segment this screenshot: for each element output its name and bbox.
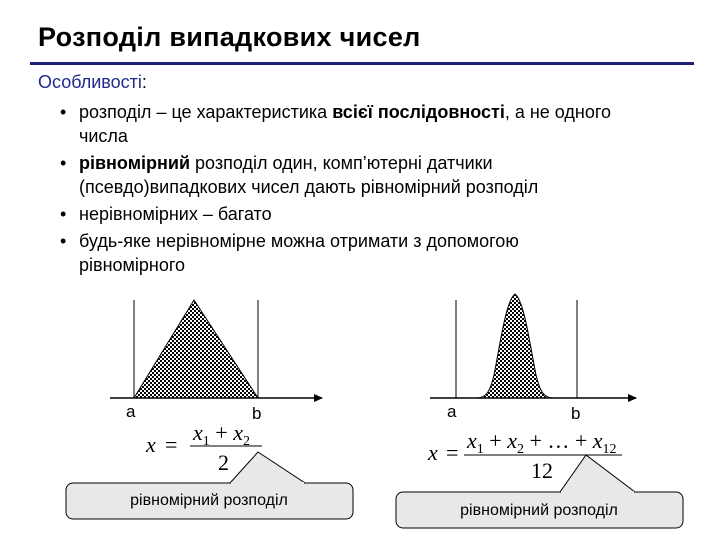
formula-denominator: 12: [531, 458, 553, 483]
bullet-text: розподіл один, комп’ютерні датчики: [190, 153, 493, 173]
formula-numerator: x1 + x2: [193, 420, 250, 449]
right-axis-a-label: a: [447, 402, 457, 421]
right-callout-text: рівномірний розподіл: [460, 502, 618, 519]
formula-numerator: x1 + x2 + … + x12: [467, 428, 617, 457]
right-distribution: [396, 294, 683, 528]
formula-denominator: 2: [218, 450, 229, 475]
bullet-text: , а не одного: [504, 102, 612, 122]
right-axis-b-label: b: [571, 404, 581, 423]
formula-lhs: x: [146, 432, 156, 457]
bullet-bold-text: всієї послідовності: [332, 102, 505, 122]
left-callout-text: рівномірний розподіл: [130, 492, 288, 509]
left-callout-pointer: [230, 452, 305, 483]
bell-curve-shape: [476, 294, 554, 398]
bullet-text: будь-яке нерівномірне можна отримати з допомогою: [79, 231, 519, 251]
bullet-bold-text: рівномірний: [79, 153, 191, 173]
right-callout-pointer: [560, 455, 635, 492]
bullet-dot: •: [60, 102, 67, 122]
bullet-text: нерівномірних – багато: [79, 204, 272, 224]
left-axis-a-label: a: [126, 402, 136, 421]
bullet-dot: •: [60, 153, 67, 173]
bullet-continuation: числа: [79, 126, 128, 146]
triangle-shape: [134, 300, 258, 398]
features-colon: :: [141, 72, 147, 92]
left-distribution: [66, 300, 353, 519]
formula-lhs: x: [428, 440, 438, 465]
bullet-text: розподіл – це характеристика: [79, 102, 333, 122]
slide-title: Розподіл випадкових чисел: [38, 22, 421, 52]
bullet-continuation: (псевдо)випадкових чисел дають рівномірний розподіл: [79, 177, 539, 197]
bullet-continuation: рівномірного: [79, 255, 186, 275]
features-label: Особливості: [38, 72, 142, 92]
bullet-dot: •: [60, 204, 67, 224]
formula-equals: =: [165, 432, 178, 457]
left-axis-b-label: b: [252, 404, 262, 423]
formula-equals: =: [446, 440, 459, 465]
bullet-dot: •: [60, 231, 67, 251]
